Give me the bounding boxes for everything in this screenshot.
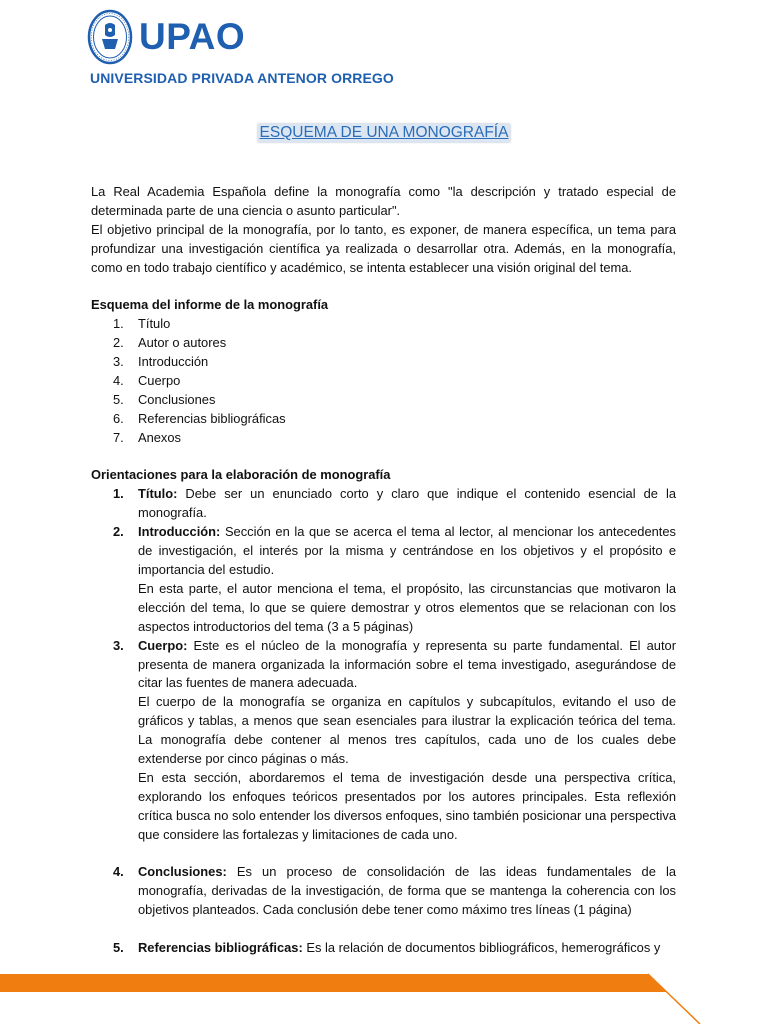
list-number: 3. <box>113 354 124 370</box>
guideline-item-title <box>91 485 676 523</box>
list-item-text: Referencias bibliográficas <box>138 410 286 426</box>
list-number: 2. <box>113 524 124 540</box>
list-item <box>91 334 676 353</box>
list-item <box>91 429 676 448</box>
guideline-paragraph: El cuerpo de la monografía se organiza en capítulos y subcapítulos, evitando el uso de gráficos y tablas, a menos que sean esenciales para ilustrar la explicación teórica del tema. La monografía debe contener al menos tres capítulos, cada uno de los cuales debe extenderse por cinco páginas o más. <box>138 694 676 767</box>
list-number: 5. <box>113 391 124 407</box>
list-item-text: Introducción <box>138 354 209 370</box>
spacer-item <box>91 920 676 939</box>
list-number: 5. <box>113 940 124 956</box>
list-number: 4. <box>113 864 124 880</box>
list-item-text: Título <box>138 316 171 332</box>
spacer <box>91 277 676 296</box>
spacer-item <box>91 845 676 864</box>
list-item <box>91 353 676 372</box>
guideline-text: Es la relación de documentos bibliográficos, hemerográficos y <box>302 940 661 956</box>
list-number: 4. <box>113 372 124 388</box>
list-item <box>91 391 676 410</box>
guideline-label: Introducción: <box>138 524 221 540</box>
university-name: UNIVERSIDAD PRIVADA ANTENOR ORREGO <box>90 70 394 86</box>
list-number: 3. <box>113 637 124 653</box>
guideline-label: Título: <box>138 486 178 502</box>
guideline-paragraph: En esta sección, abordaremos el tema de investigación desde una perspectiva crítica, explorando los enfoques teóricos presentados por los autores principales. Esta reflexión crítica busca no solo entender los diversos enfoques, sino también posicionar una perspectiva que considere las fortalezas y limitaciones de cada uno. <box>138 769 676 842</box>
list-item-text: Conclusiones <box>138 391 216 407</box>
guideline-text: Debe ser un enunciado corto y claro que indique el contenido esencial de la monografía. <box>138 486 676 521</box>
guideline-paragraph: En esta parte, el autor menciona el tema, el propósito, las circunstancias que motivaron la elección del tema, lo que se quiere demostrar y otros elementos que se relacionan con los aspectos introductorios del tema (3 a 5 páginas) <box>138 580 676 634</box>
spacer <box>91 164 676 183</box>
guidelines-heading: Orientaciones para la elaboración de monografía <box>91 467 391 483</box>
guidelines-list <box>91 485 676 958</box>
spacer <box>91 448 676 467</box>
list-number: 6. <box>113 410 124 426</box>
list-item-text: Cuerpo <box>138 372 181 388</box>
guideline-item-references <box>91 939 676 958</box>
list-item-text: Anexos <box>138 429 181 445</box>
list-item <box>91 315 676 334</box>
list-item-text: Autor o autores <box>138 335 227 351</box>
guideline-label: Conclusiones: <box>138 864 227 880</box>
footer-decoration <box>0 968 768 1024</box>
list-item <box>91 372 676 391</box>
guideline-text: Es un proceso de consolidación de las ideas fundamentales de la monografía, derivadas de la investigación, de forma que se mantenga la coherencia con los objetivos planteados. Cada conclusión debe tener como máximo tres líneas (1 página) <box>138 864 676 918</box>
guideline-label: Cuerpo: <box>138 637 188 653</box>
guideline-text: Este es el núcleo de la monografía y representa su parte fundamental. El autor presenta de manera organizada la información sobre el tema investigado, asegurándose de citar las fuentes de manera adecuada. <box>138 637 676 691</box>
guideline-item-introduction <box>91 523 676 636</box>
university-seal-icon <box>87 9 133 65</box>
guideline-item-conclusions <box>91 863 676 920</box>
intro-paragraph-1: La Real Academia Española define la monografía como "la descripción y tratado especial de determinada parte de una ciencia o asunto particular". <box>91 183 676 218</box>
schema-list <box>91 315 676 447</box>
list-number: 2. <box>113 335 124 351</box>
guideline-text: Sección en la que se acerca el tema al lector, al mencionar los antecedentes de investigación, el interés por la misma y centrándose en los objetivos y el propósito e importancia del estudio. <box>138 524 676 577</box>
logo-wordmark: UPAO <box>139 16 246 57</box>
guideline-item-body <box>91 637 676 845</box>
schema-heading: Esquema del informe de la monografía <box>91 297 329 313</box>
list-item <box>91 410 676 429</box>
intro-paragraph-2: El objetivo principal de la monografía, por lo tanto, es exponer, de manera específica, un tema para profundizar una investigación científica ya realizada o desarrollar otra. Además, en la monografía, como en todo trabajo científico y académico, se intenta establecer una visión original del tema. <box>91 221 676 275</box>
document-title: ESQUEMA DE UNA MONOGRAFÍA <box>259 124 509 141</box>
guideline-label: Referencias bibliográficas: <box>138 940 303 956</box>
list-number: 1. <box>113 316 124 332</box>
document-body <box>91 164 676 958</box>
list-number: 7. <box>113 429 124 445</box>
list-number: 1. <box>113 486 124 502</box>
document-title-container <box>0 124 768 142</box>
